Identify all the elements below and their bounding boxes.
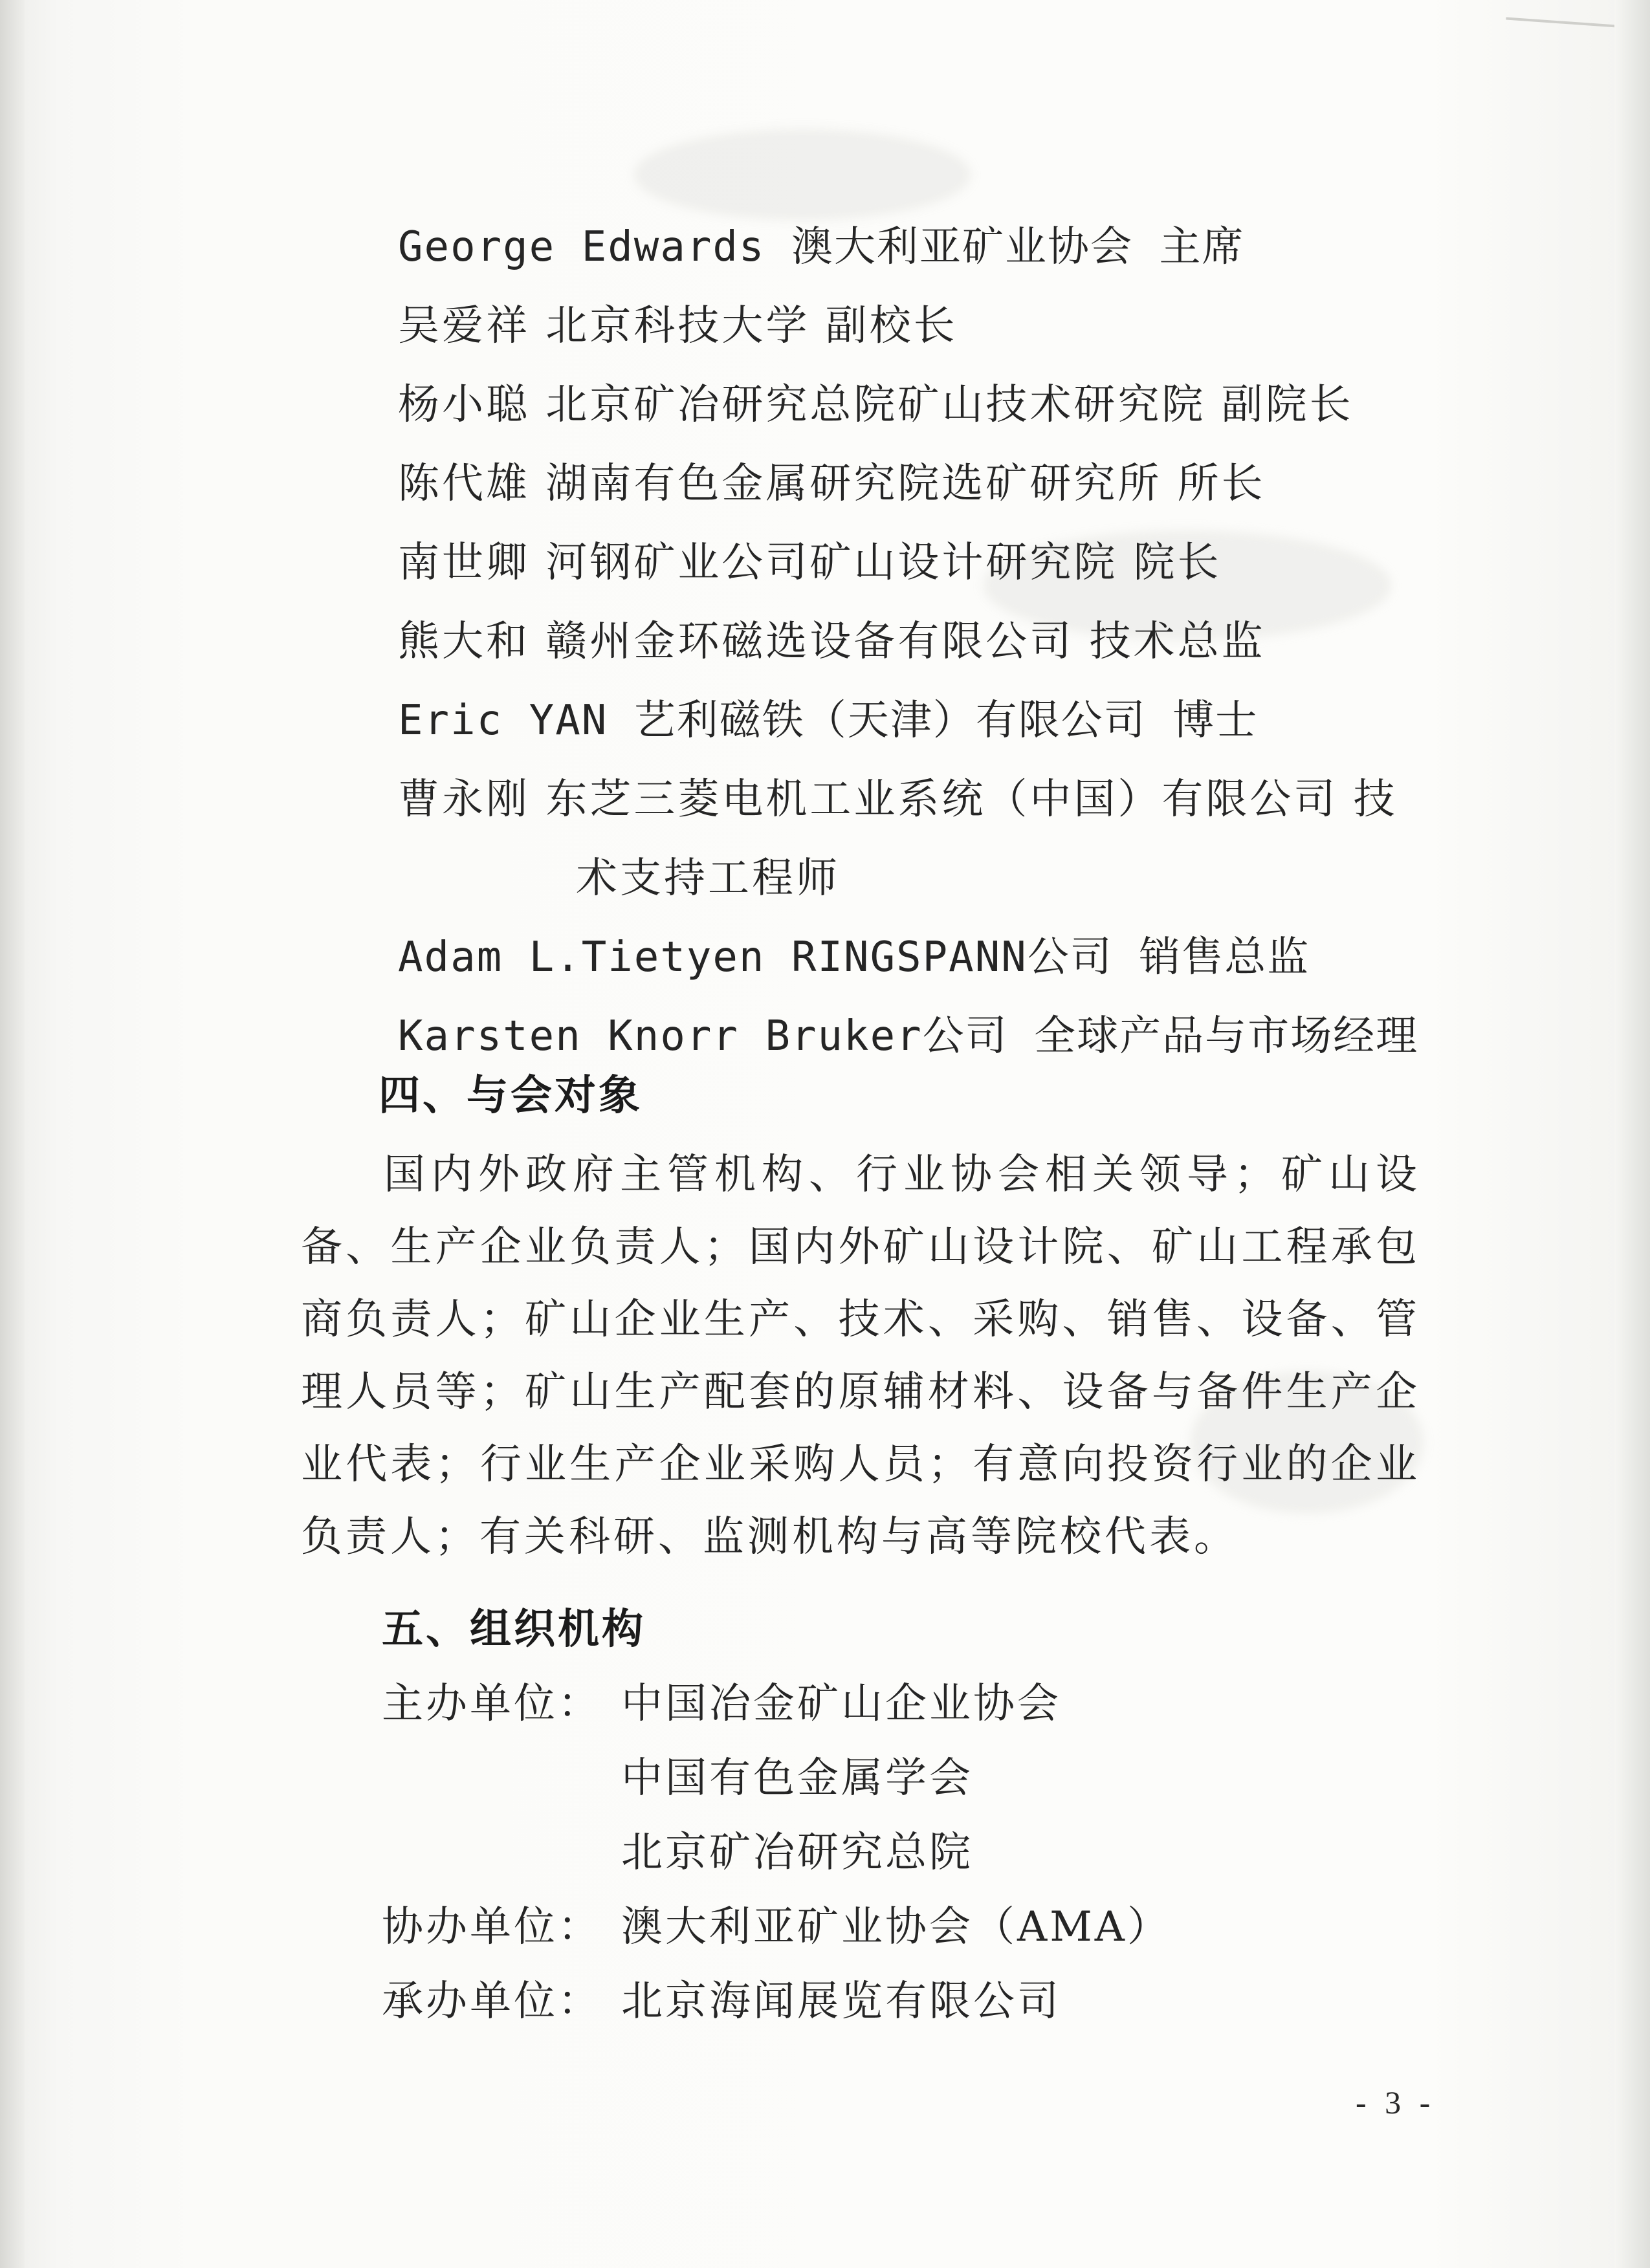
scan-shadow bbox=[634, 129, 971, 220]
scan-corner-mark bbox=[1506, 0, 1650, 30]
speaker-line-karsten-knorr: Karsten Knorr Bruker公司 全球产品与市场经理 bbox=[398, 1012, 1419, 1060]
speaker-line-eric-yan: Eric YAN 艺利磁铁（天津）有限公司 博士 bbox=[398, 697, 1259, 745]
section-4-heading: 四、与会对象 bbox=[379, 1072, 643, 1120]
speaker-line-chen-daixiong: 陈代雄 湖南有色金属研究院选矿研究所 所长 bbox=[398, 460, 1266, 508]
co-organizer-org: 澳大利亚矿业协会（AMA） bbox=[621, 1903, 1171, 1951]
speaker-line-continuation: 术支持工程师 bbox=[576, 855, 840, 902]
speaker-line-adam-tietyen: Adam L.Tietyen RINGSPANN公司 销售总监 bbox=[398, 933, 1310, 981]
section-4-body: 国内外政府主管机构、行业协会相关领导；矿山设备、生产企业负责人；国内外矿山设计院、矿山工程承包商负责人；矿山企业生产、技术、采购、销售、设备、管理人员等；矿山生产配套的原辅材料、设备与备件生产企业代表；行业生产企业采购人员；有意向投资行业的企业负责人；有关科研、监测机构与高等院校代表。 bbox=[301, 1151, 1420, 1561]
host-org-1: 中国冶金矿山企业协会 bbox=[621, 1680, 1061, 1728]
speaker-line-george-edwards: George Edwards 澳大利亚矿业协会 主席 bbox=[398, 223, 1245, 271]
speaker-line-nan-shiqing: 南世卿 河钢矿业公司矿山设计研究院 院长 bbox=[398, 539, 1222, 587]
speaker-line-xiong-dahe: 熊大和 赣州金环磁选设备有限公司 技术总监 bbox=[398, 618, 1266, 666]
host-org-3: 北京矿冶研究总院 bbox=[621, 1829, 973, 1877]
page-number: - 3 - bbox=[1356, 2084, 1436, 2121]
host-label: 主办单位： bbox=[382, 1680, 602, 1728]
host-org-2: 中国有色金属学会 bbox=[621, 1754, 973, 1802]
co-organizer-label: 协办单位： bbox=[382, 1903, 602, 1951]
organizer-label: 承办单位： bbox=[382, 1978, 602, 2025]
section-5-heading: 五、组织机构 bbox=[382, 1606, 646, 1653]
organizer-org: 北京海闻展览有限公司 bbox=[621, 1978, 1061, 2025]
speaker-line-yang-xiaocong: 杨小聪 北京矿冶研究总院矿山技术研究院 副院长 bbox=[398, 381, 1354, 429]
speaker-line-cao-yonggang: 曹永刚 东芝三菱电机工业系统（中国）有限公司 技 bbox=[398, 776, 1398, 823]
speaker-line-wu-aixiang: 吴爱祥 北京科技大学 副校长 bbox=[398, 302, 958, 350]
